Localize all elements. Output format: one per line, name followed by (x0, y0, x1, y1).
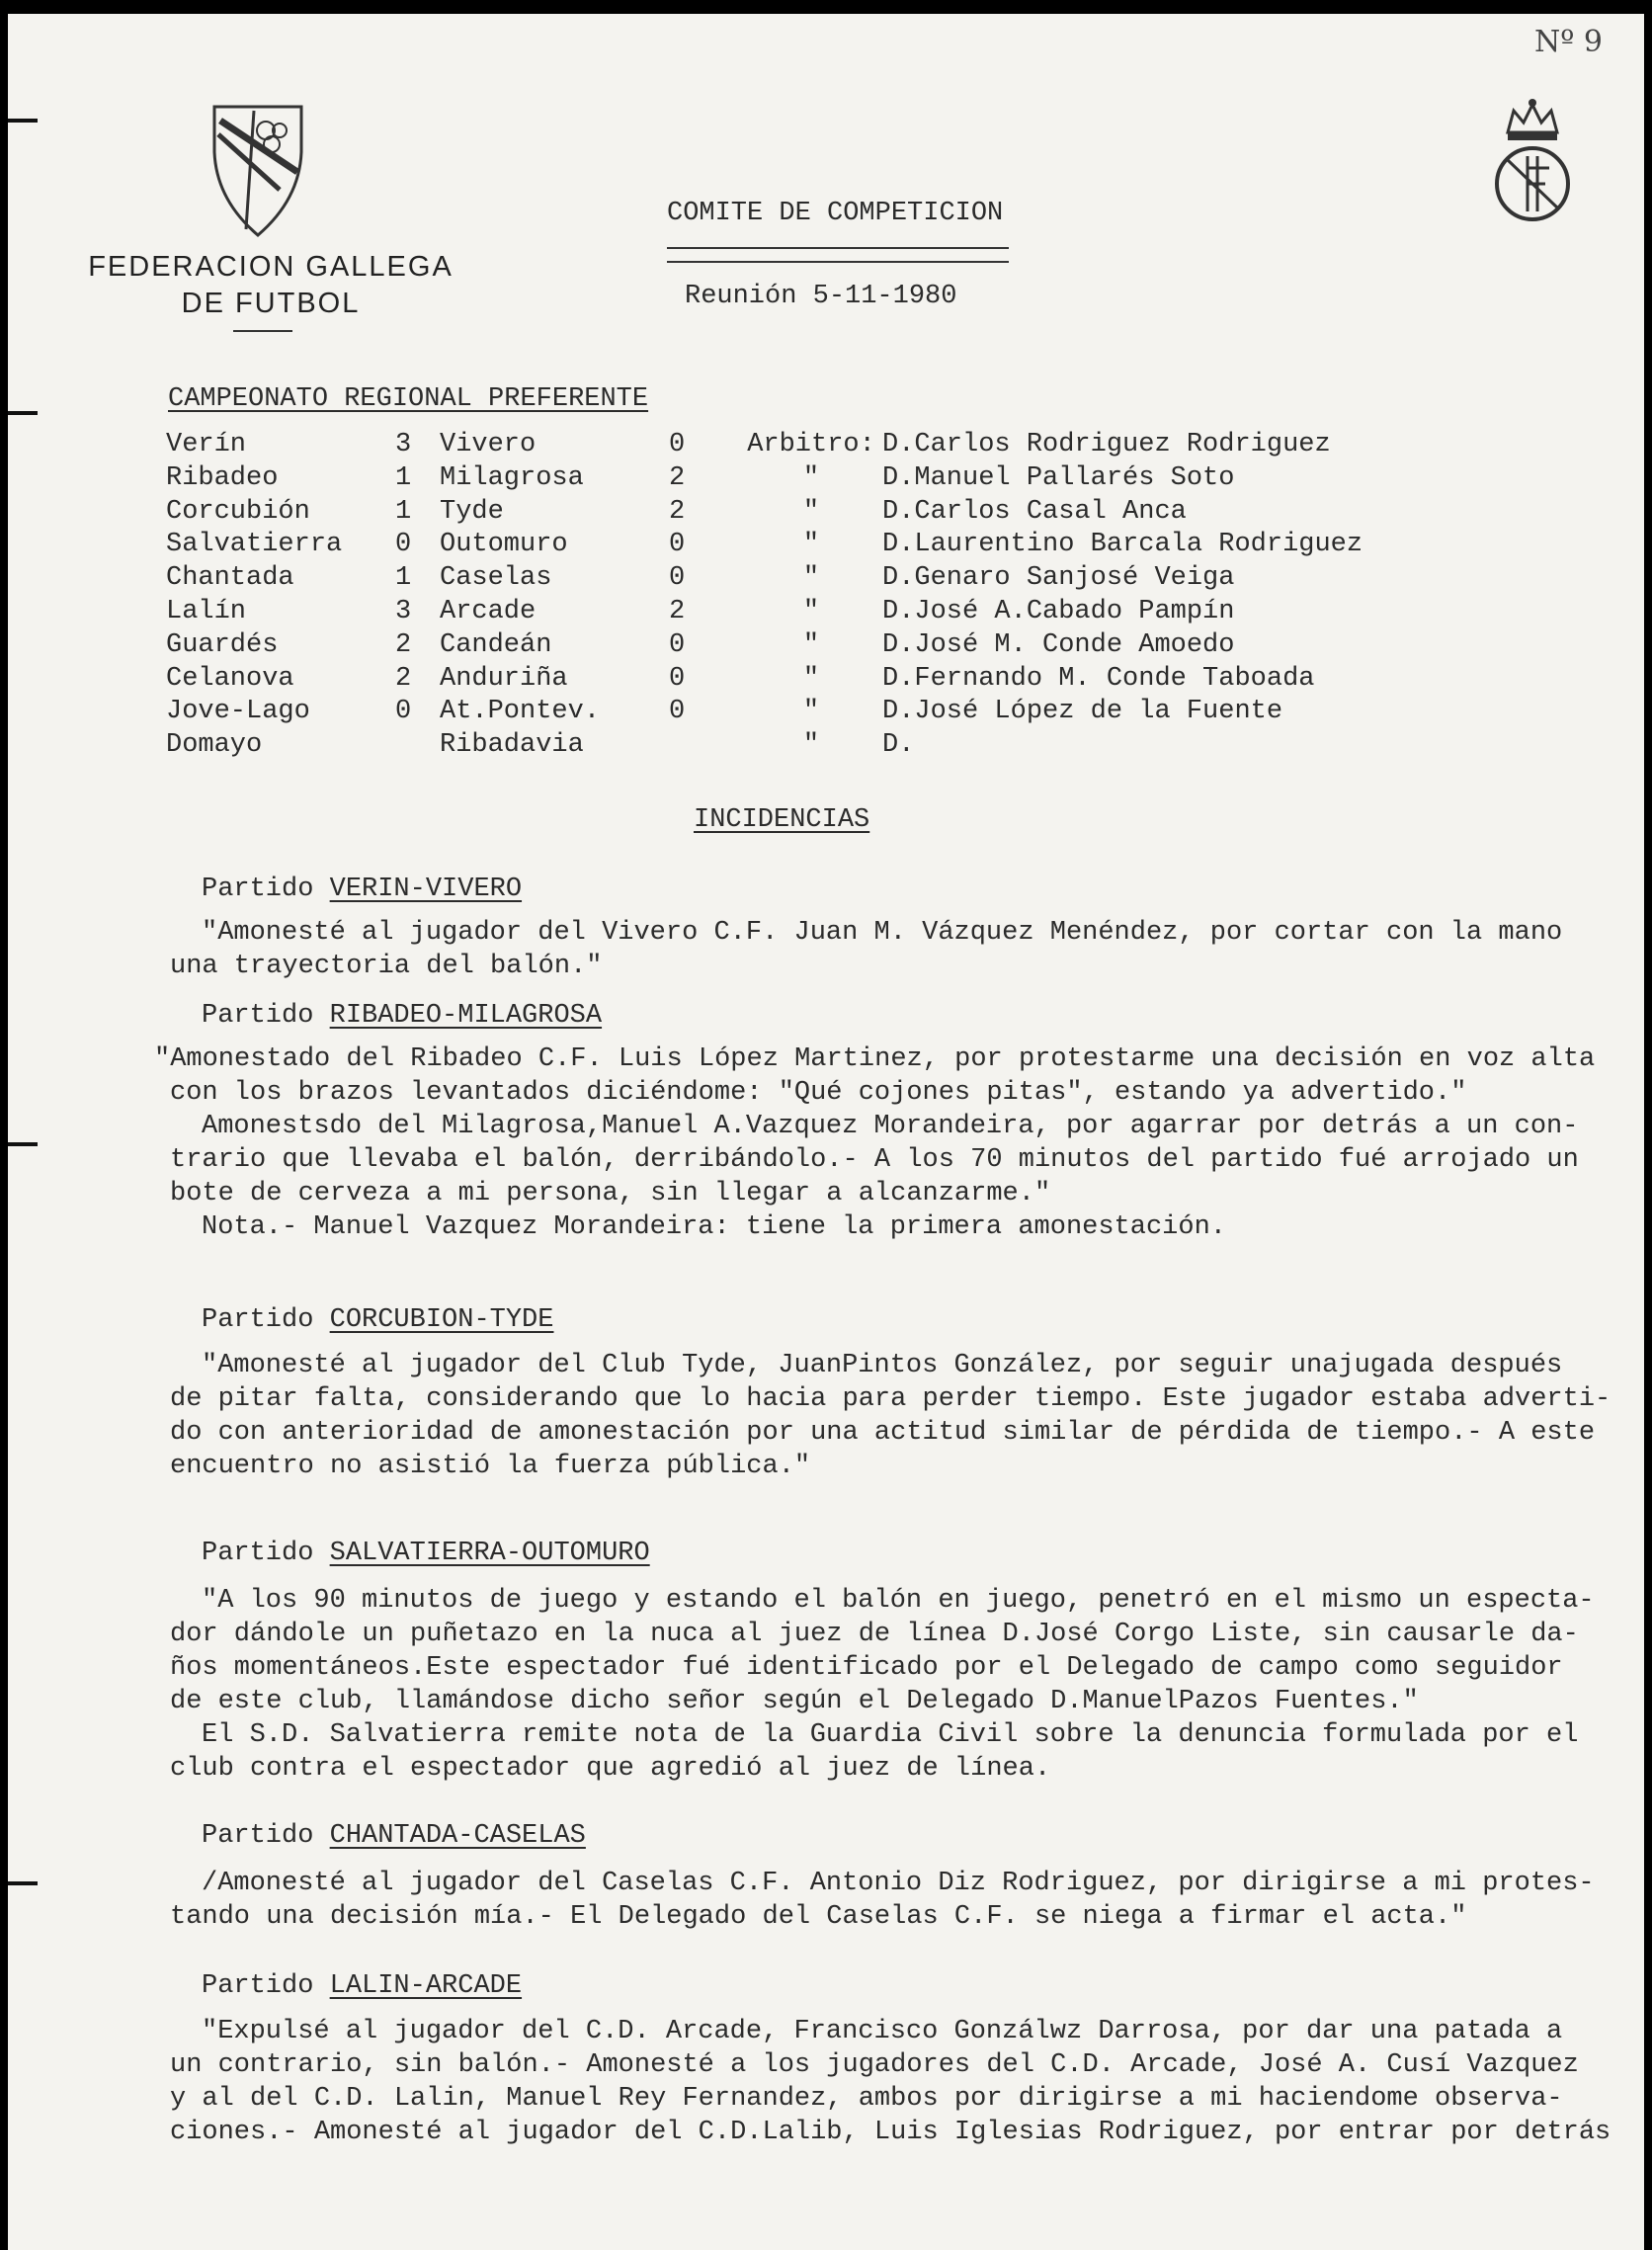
incident-text-line: dor dándole un puñetazo en la nuca al juez de línea D.José Corgo Liste, sin causarle da- (170, 1620, 1579, 1649)
referee-name: D.Laurentino Barcala Rodriguez (882, 530, 1363, 560)
match-heading-label: Partido (202, 1305, 330, 1335)
match-heading (202, 1304, 553, 1337)
ditto-mark: " (802, 462, 820, 493)
federation-name-line2: DE FUTBOL (181, 288, 361, 319)
incident-text-line: y al del C.D. Lalin, Manuel Rey Fernandez, ambos por dirigirse a mi haciendome observa- (170, 2084, 1563, 2114)
championship-title: CAMPEONATO REGIONAL PREFERENTE (168, 384, 649, 414)
incident-text-line: Amonestsdo del Milagrosa,Manuel A.Vazquez Morandeira, por agarrar por detrás a un con- (202, 1112, 1579, 1141)
match-heading (202, 1000, 602, 1033)
referee-label: Arbitro: (747, 430, 875, 459)
referee-name: D.José M. Conde Amoedo (882, 629, 1235, 660)
ditto-mark: " (802, 663, 820, 694)
away-team: Candeán (440, 629, 552, 660)
home-score: 3 (395, 430, 412, 459)
result-row (166, 529, 1436, 562)
incident-text-line: ños momentáneos.Este espectador fué identificado por el Delegado de campo como seguidor (170, 1653, 1563, 1683)
incident-text-line: "A los 90 minutos de juego y estando el balón en juego, penetró en el mismo un especta- (202, 1586, 1595, 1616)
away-score: 2 (669, 596, 686, 626)
match-name: CHANTADA-CASELAS (329, 1821, 586, 1851)
match-heading (202, 1538, 650, 1570)
meeting-date: Reunión 5-11-1980 (685, 282, 957, 311)
document-page (8, 14, 1644, 2250)
referee-name: D.Carlos Rodriguez Rodriguez (882, 430, 1331, 459)
binder-hole-mark (8, 1142, 38, 1146)
away-team: Milagrosa (440, 462, 584, 493)
referee-name: D.José López de la Fuente (882, 697, 1283, 727)
ditto-mark: " (802, 496, 820, 527)
away-team: Tyde (440, 496, 504, 527)
away-score: 0 (669, 563, 686, 594)
match-name: SALVATIERRA-OUTOMURO (329, 1539, 650, 1568)
referee-name: D. (882, 730, 915, 761)
away-team: Vivero (440, 430, 537, 459)
match-heading (202, 1970, 522, 2003)
match-name: VERIN-VIVERO (329, 875, 523, 904)
away-score: 2 (669, 496, 686, 527)
match-heading (202, 1820, 586, 1853)
away-team: Outomuro (440, 530, 568, 560)
binder-hole-mark (8, 411, 38, 415)
referee-name: D.Fernando M. Conde Taboada (882, 663, 1315, 694)
away-score (669, 729, 740, 763)
result-row (166, 696, 1436, 729)
away-team: Caselas (440, 563, 552, 594)
federation-shield-icon (210, 101, 305, 239)
home-team: Ribadeo (166, 462, 279, 493)
incident-text-line: de pitar falta, considerando que lo hacia para perder tiempo. Este jugador estaba adverti- (170, 1384, 1611, 1414)
home-score: 2 (395, 629, 412, 660)
home-score: 3 (395, 596, 412, 626)
away-team: Anduriña (440, 663, 568, 694)
home-team: Domayo (166, 730, 263, 761)
title-double-rule (667, 247, 1009, 263)
home-score: 0 (395, 530, 412, 560)
home-score: 2 (395, 663, 412, 694)
page-number: Nº 9 (1534, 25, 1603, 59)
incident-text-line: encuentro no asistió la fuerza pública." (170, 1452, 811, 1481)
referee-name: D.Carlos Casal Anca (882, 496, 1187, 527)
home-score: 0 (395, 697, 412, 727)
match-heading-label: Partido (202, 1001, 330, 1031)
incident-text-line: un contrario, sin balón.- Amonesté a los jugadores del C.D. Arcade, José A. Cusí Vazquez (170, 2050, 1579, 2080)
incident-text-line: bote de cerveza a mi persona, sin llegar a alcanzarme." (170, 1179, 1051, 1208)
incident-text-line: de este club, llamándose dicho señor según el Delegado D.ManuelPazos Fuentes." (170, 1687, 1419, 1716)
incident-text-line: "Amonesté al jugador del Vivero C.F. Juan M. Vázquez Menéndez, por cortar con la mano (202, 918, 1563, 948)
home-score: 1 (395, 462, 412, 493)
incident-text-line: "Amonestado del Ribadeo C.F. Luis López Martinez, por protestarme una decisión en voz alta (154, 1044, 1596, 1074)
home-team: Salvatierra (166, 530, 343, 560)
binder-hole-mark (8, 1881, 38, 1885)
result-row (166, 729, 1436, 763)
incident-text-line: con los brazos levantados diciéndome: "Qué cojones pitas", estando ya advertido." (170, 1078, 1467, 1108)
home-team: Celanova (166, 663, 294, 694)
home-score: 1 (395, 563, 412, 594)
result-row (166, 663, 1436, 697)
ditto-mark: " (802, 530, 820, 560)
incident-text-line: ciones.- Amonesté al jugador del C.D.Lalib, Luis Iglesias Rodriguez, por entrar por detrás (170, 2118, 1611, 2147)
match-name: LALIN-ARCADE (329, 1971, 523, 2001)
home-team: Lalín (166, 596, 247, 626)
incident-text-line: "Amonesté al jugador del Club Tyde, JuanPintos González, por seguir unajugada después (202, 1351, 1563, 1380)
federation-name (63, 249, 478, 322)
result-row (166, 429, 1436, 462)
match-heading-label: Partido (202, 875, 330, 904)
home-score (395, 729, 440, 763)
away-score: 0 (669, 530, 686, 560)
incident-text-line: "Expulsé al jugador del C.D. Arcade, Francisco Gonzálwz Darrosa, por dar una patada a (202, 2017, 1563, 2046)
result-row (166, 496, 1436, 530)
result-row (166, 562, 1436, 596)
home-team: Guardés (166, 629, 279, 660)
home-team: Verín (166, 430, 247, 459)
results-table (166, 429, 1436, 763)
away-score: 2 (669, 462, 686, 493)
federation-rule (233, 330, 292, 332)
binder-hole-mark (8, 119, 38, 123)
ditto-mark: " (802, 697, 820, 727)
result-row (166, 629, 1436, 663)
home-team: Corcubión (166, 496, 310, 527)
ditto-mark: " (802, 730, 820, 761)
home-team: Chantada (166, 563, 294, 594)
incident-text-line: El S.D. Salvatierra remite nota de la Guardia Civil sobre la denuncia formulada por el (202, 1720, 1579, 1750)
incident-text-line: una trayectoria del balón." (170, 952, 603, 981)
document-title: COMITE DE COMPETICION (667, 199, 1004, 228)
ditto-mark: " (802, 563, 820, 594)
result-row (166, 462, 1436, 496)
away-team: Ribadavia (440, 730, 584, 761)
incident-text-line: tando una decisión mía.- El Delegado del Caselas C.F. se niega a firmar el acta." (170, 1902, 1467, 1932)
incident-text-line: /Amonesté al jugador del Caselas C.F. Antonio Diz Rodriguez, por dirigirse a mi protes- (202, 1869, 1595, 1898)
away-team: At.Pontev. (440, 697, 601, 727)
match-heading-label: Partido (202, 1539, 330, 1568)
away-team: Arcade (440, 596, 537, 626)
result-row (166, 596, 1436, 629)
home-score: 1 (395, 496, 412, 527)
match-heading-label: Partido (202, 1821, 330, 1851)
away-score: 0 (669, 629, 686, 660)
ditto-mark: " (802, 596, 820, 626)
match-heading (202, 874, 522, 906)
ditto-mark: " (802, 629, 820, 660)
match-heading-label: Partido (202, 1971, 330, 2001)
referee-name: D.José A.Cabado Pampín (882, 596, 1235, 626)
home-team: Jove-Lago (166, 697, 310, 727)
referee-name: D.Genaro Sanjosé Veiga (882, 563, 1235, 594)
incident-text-line: club contra el espectador que agredió al juez de línea. (170, 1754, 1051, 1784)
incidents-title: INCIDENCIAS (694, 805, 870, 835)
away-score: 0 (669, 697, 686, 727)
federation-name-line1: FEDERACION GALLEGA (88, 251, 454, 283)
royal-crown-crest-icon (1488, 97, 1577, 225)
match-name: CORCUBION-TYDE (329, 1305, 554, 1335)
incident-text-line: Nota.- Manuel Vazquez Morandeira: tiene la primera amonestación. (202, 1212, 1226, 1242)
away-score: 0 (669, 663, 686, 694)
incident-text-line: trario que llevaba el balón, derribándolo.- A los 70 minutos del partido fué arrojado un (170, 1145, 1579, 1175)
match-name: RIBADEO-MILAGROSA (329, 1001, 603, 1031)
referee-name: D.Manuel Pallarés Soto (882, 462, 1235, 493)
incident-text-line: do con anterioridad de amonestación por una actitud similar de pérdida de tiempo.- A este (170, 1418, 1596, 1448)
away-score: 0 (669, 430, 686, 459)
